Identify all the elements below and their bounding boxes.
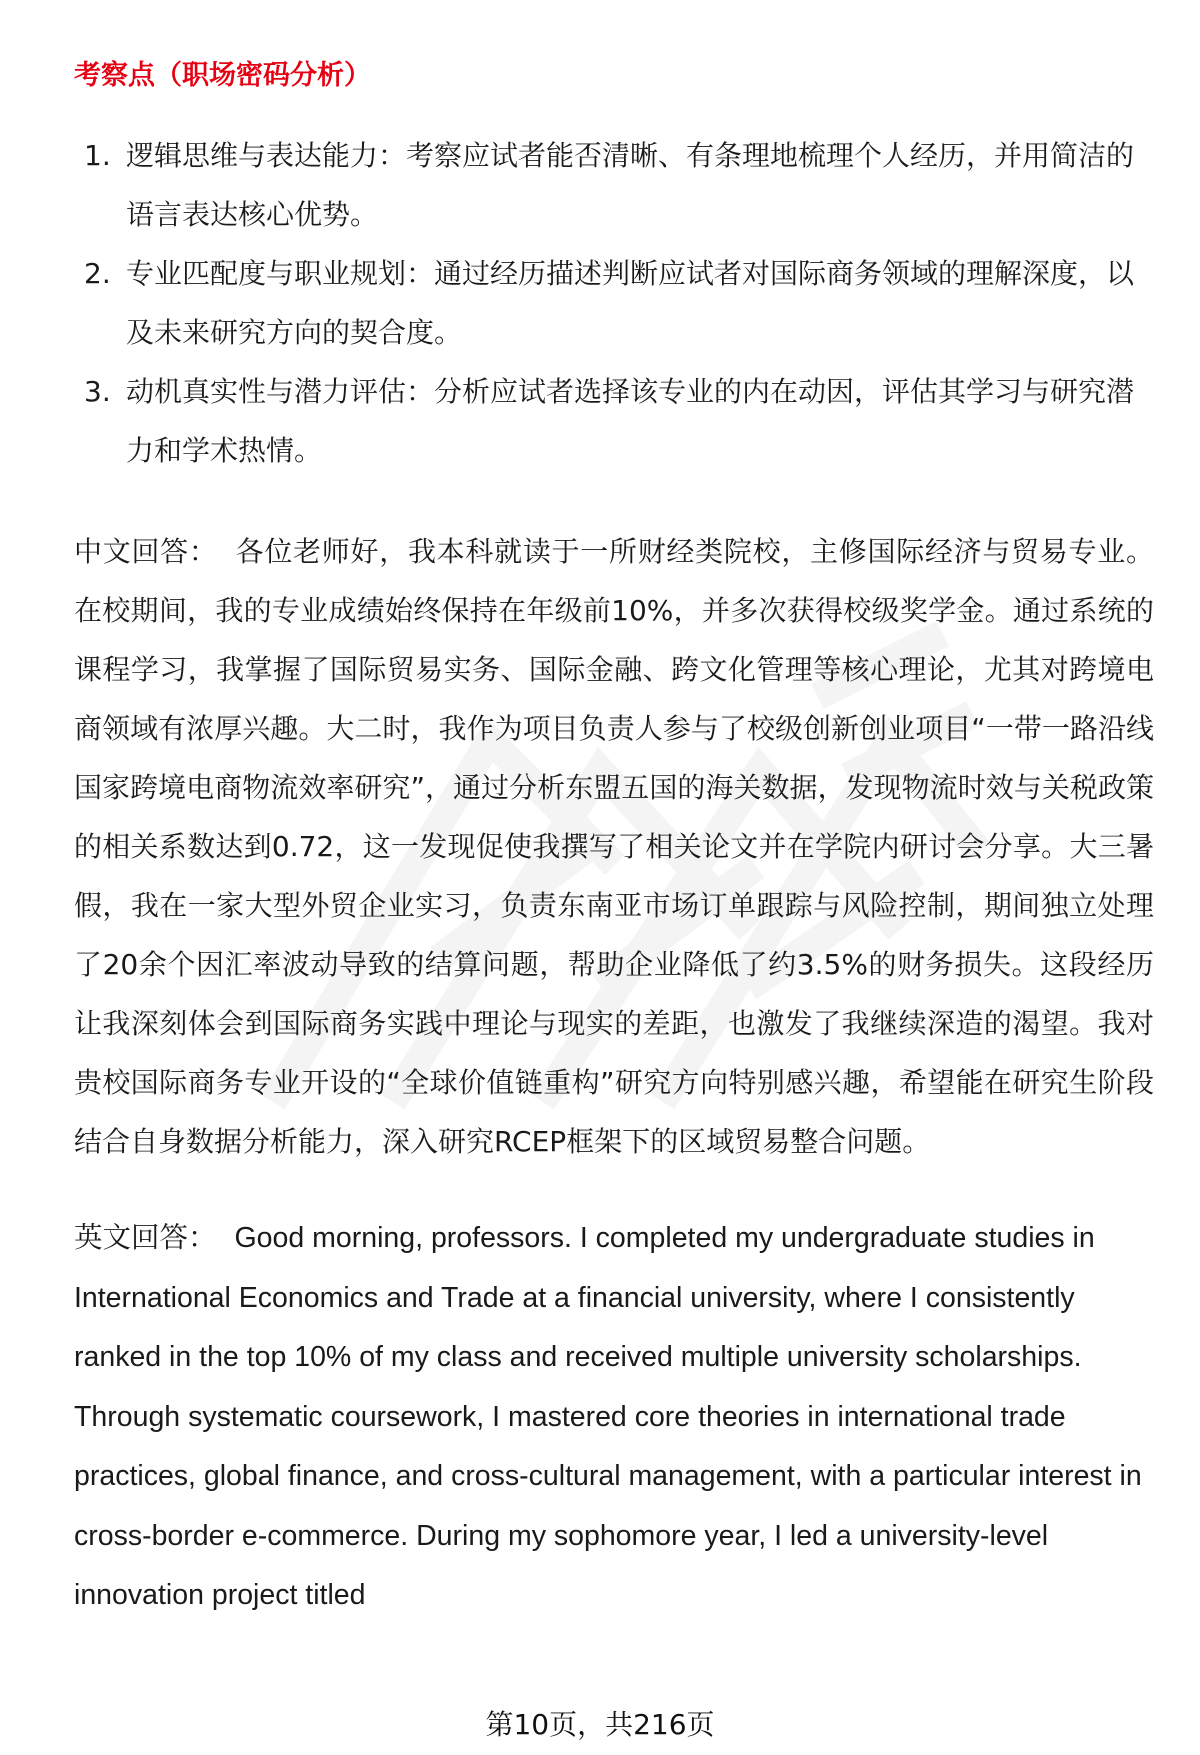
document-content <box>74 56 1154 1626</box>
chinese-answer-label: 中文回答： <box>74 535 218 568</box>
english-answer-paragraph <box>74 1209 1154 1626</box>
page-footer: 第10页，共216页 <box>485 1708 715 1741</box>
assessment-point-number: 3. <box>84 375 111 408</box>
assessment-points-list <box>74 126 1154 480</box>
assessment-point-text: 动机真实性与潜力评估：分析应试者选择该专业的内在动因，评估其学习与研究潜力和学术热情。 <box>126 375 1135 467</box>
assessment-point-number: 2. <box>84 257 111 290</box>
chinese-answer-paragraph <box>74 522 1154 1171</box>
assessment-point-item <box>74 126 1154 244</box>
assessment-point-item <box>74 244 1154 362</box>
assessment-point-text: 逻辑思维与表达能力：考察应试者能否清晰、有条理地梳理个人经历，并用简洁的语言表达核心优势。 <box>126 139 1135 231</box>
assessment-point-text: 专业匹配度与职业规划：通过经历描述判断应试者对国际商务领域的理解深度，以及未来研究方向的契合度。 <box>126 257 1135 349</box>
assessment-point-number: 1. <box>84 139 111 172</box>
english-answer-text: Good morning, professors. I completed my undergraduate studies in International Economics and Trade at a financial university, where I consistently ranked in the top 10% of my class and received multiple university scholarships. Through systematic coursework, I mastered core theories in international trade practices, global finance, and cross-cultural management, with a particular interest in cross-border e-commerce. During my sophomore year, I led a university-level innovation project titled <box>74 1222 1142 1611</box>
chinese-answer-text: 各位老师好，我本科就读于一所财经类院校，主修国际经济与贸易专业。在校期间，我的专业成绩始终保持在年级前10%，并多次获得校级奖学金。通过系统的课程学习，我掌握了国际贸易实务、国际金融、跨文化管理等核心理论，尤其对跨境电商领域有浓厚兴趣。大二时，我作为项目负责人参与了校级创新创业项目“一带一路沿线国家跨境电商物流效率研究”，通过分析东盟五国的海关数据，发现物流时效与关税政策的相关系数达到0.72，这一发现促使我撰写了相关论文并在学院内研讨会分享。大三暑假，我在一家大型外贸企业实习，负责东南亚市场订单跟踪与风险控制，期间独立处理了20余个因汇率波动导致的结算问题，帮助企业降低了约3.5%的财务损失。这段经历让我深刻体会到国际商务实践中理论与现实的差距，也激发了我继续深造的渴望。我对贵校国际商务专业开设的“全球价值链重构”研究方向特别感兴趣，希望能在研究生阶段结合自身数据分析能力，深入研究RCEP框架下的区域贸易整合问题。 <box>74 535 1154 1158</box>
assessment-point-item <box>74 362 1154 480</box>
section-title: 考察点（职场密码分析） <box>74 60 371 91</box>
english-answer-label: 英文回答： <box>74 1222 217 1254</box>
